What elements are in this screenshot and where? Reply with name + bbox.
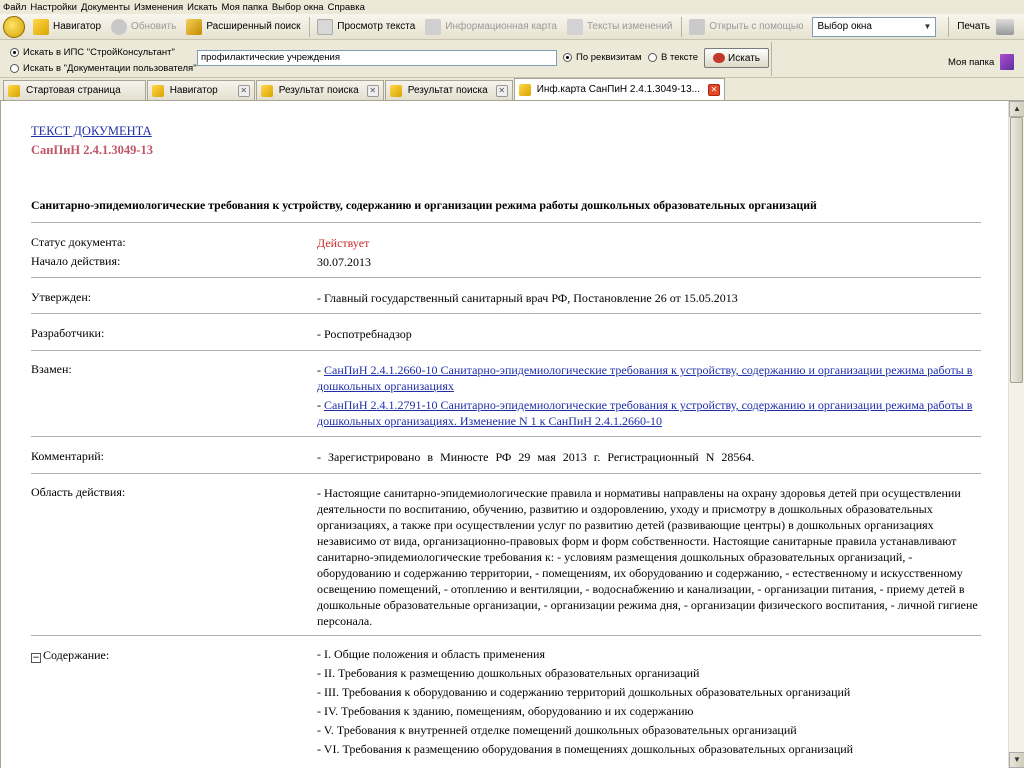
open-with-button[interactable]	[684, 16, 808, 38]
search-user-docs-option[interactable]	[10, 63, 197, 74]
close-icon[interactable]: ✕	[496, 85, 508, 97]
document-pane	[0, 101, 1024, 768]
info-card-icon	[425, 19, 441, 35]
navigator-icon	[152, 85, 164, 97]
my-folder-button[interactable]	[948, 54, 1018, 70]
scroll-down-icon[interactable]: ▼	[1009, 752, 1024, 768]
chevron-down-icon[interactable]: ▼	[923, 22, 932, 31]
print-label: Печать	[957, 21, 990, 32]
printer-icon	[996, 19, 1014, 35]
toc-item[interactable]: - V. Требования к внутренней отделке помещений дошкольных образовательных организаций	[317, 723, 797, 737]
toc-item[interactable]: - III. Требования к оборудованию и содержанию территорий дошкольных образовательных организаций	[317, 685, 851, 699]
start-page-icon	[8, 85, 20, 97]
close-icon[interactable]: ✕	[708, 84, 720, 96]
close-icon[interactable]: ✕	[238, 85, 250, 97]
open-with-label: Открыть с помощью	[709, 21, 804, 32]
info-card-label: Информационная карта	[445, 21, 557, 32]
toc-header	[31, 648, 109, 663]
document-icon	[317, 19, 333, 35]
advanced-search-icon	[186, 19, 202, 35]
replaces-item-2: - СанПиН 2.4.1.2791-10 Санитарно-эпидемиологические требования к устройству, содержанию и организации режима работы в дошкольных организациях. Изменение N 1 к СанПиН 2.4.1.2660-10	[317, 398, 973, 428]
view-text-button[interactable]	[312, 16, 420, 38]
window-select-dropdown[interactable]	[812, 17, 936, 37]
divider	[31, 277, 981, 278]
folder-icon	[1000, 54, 1014, 70]
flag-icon	[390, 85, 402, 97]
toolbar-separator	[309, 17, 310, 37]
scrollbar-thumb[interactable]	[1010, 117, 1023, 383]
toc-list	[317, 645, 981, 759]
replaces-label: Взамен:	[31, 362, 72, 376]
open-with-icon	[689, 19, 705, 35]
radio-in-text[interactable]	[648, 53, 657, 62]
advanced-search-label: Расширенный поиск	[206, 21, 301, 32]
menu-my-folder[interactable]: Моя папка	[221, 1, 268, 13]
tab-label: Стартовая страница	[26, 85, 121, 96]
search-ips-label: Искать в ИПС "СтройКонсультант"	[23, 47, 175, 58]
document-content	[1, 101, 1009, 768]
tab-label: Результат поиска	[278, 85, 359, 96]
advanced-search-button[interactable]	[181, 16, 305, 38]
toolbar-separator	[948, 17, 949, 37]
menu-file[interactable]: Файл	[3, 1, 27, 13]
comment-label: Комментарий:	[31, 449, 105, 463]
comment-value: - Зарегистрировано в Минюсте РФ 29 мая 2013 г. Регистрационный N 28564.	[317, 450, 755, 464]
document-code: СанПиН 2.4.1.3049-13	[31, 143, 154, 157]
search-in-text-label: В тексте	[661, 52, 699, 63]
change-texts-button[interactable]	[562, 16, 678, 38]
refresh-icon	[111, 19, 127, 35]
view-text-label: Просмотр текста	[337, 21, 416, 32]
divider	[31, 436, 981, 437]
tab-label: Инф.карта СанПиН 2.4.1.3049-13...	[536, 84, 700, 95]
menu-documents[interactable]: Документы	[80, 1, 130, 13]
toc-item[interactable]: - II. Требования к размещению дошкольных образовательных организаций	[317, 666, 700, 680]
menu-changes[interactable]: Изменения	[133, 1, 184, 13]
tab-navigator[interactable]	[147, 80, 255, 100]
scope-value: - Настоящие санитарно-эпидемиологические правила и нормативы направлены на охрану здоровья детей при осуществлении деятельности по воспитанию, обучению, развитию и оздоровлению, уходу и присмотру в дошкольных образовательных организациях, а также при осуществлении услуг по развитию детей (развивающие центры) в дошкольных организациях независимо от вида, организационно-правовых форм и форм собственности. Настоящие санитарные правила устанавливают санитарно-эпидемиологические требования к: - условиям размещения дошкольных образовательных организаций, - оборудованию и содержанию территории, - помещениям, их оборудованию и содержанию, - естественному и искусственному освещению помещений, - отоплению и вентиляции, - водоснабжению и канализации, - организации питания, - приему детей в дошкольные образовательные организации, - организации режима дня, - организации физического воспитания, - личной гигиене персонала.	[317, 486, 978, 628]
change-texts-icon	[567, 19, 583, 35]
window-select-value: Выбор окна	[817, 21, 872, 32]
search-by-requisites-option[interactable]	[563, 52, 642, 63]
menu-settings[interactable]: Настройки	[30, 1, 77, 13]
toc-item[interactable]: - VI. Требования к размещению оборудования в помещениях дошкольных образовательных организаций	[317, 742, 854, 756]
radio-user-docs[interactable]	[10, 64, 19, 73]
menu-bar	[0, 0, 1024, 14]
search-by-requisites-label: По реквизитам	[576, 52, 642, 63]
search-bar	[0, 40, 1024, 78]
scroll-up-icon[interactable]: ▲	[1009, 101, 1024, 117]
info-card-button[interactable]	[420, 16, 562, 38]
tab-info-card[interactable]	[514, 78, 725, 100]
find-label: Искать	[728, 52, 760, 64]
flag-icon	[519, 84, 531, 96]
search-ips-option[interactable]	[10, 47, 175, 58]
tab-search-result-1[interactable]	[256, 80, 384, 100]
divider	[31, 350, 981, 351]
navigator-label: Навигатор	[53, 21, 102, 32]
navigator-icon	[33, 19, 49, 35]
vertical-scrollbar[interactable]	[1008, 101, 1024, 768]
change-texts-label: Тексты изменений	[586, 21, 673, 32]
toolbar-separator	[681, 17, 682, 37]
app-logo-icon[interactable]	[3, 16, 25, 38]
print-button[interactable]	[952, 16, 1024, 38]
collapse-icon[interactable]: −	[32, 653, 40, 663]
document-text-link[interactable]: ТЕКСТ ДОКУМЕНТА	[31, 124, 152, 138]
tab-label: Результат поиска	[407, 85, 488, 96]
radio-ips[interactable]	[10, 48, 19, 57]
close-icon[interactable]: ✕	[367, 85, 379, 97]
my-folder-label: Моя папка	[948, 56, 995, 68]
divider	[31, 473, 981, 474]
replaces-link-2[interactable]: СанПиН 2.4.1.2791-10 Санитарно-эпидемиологические требования к устройству, содержанию и организации режима работы в дошкольных организациях. Изменение N 1 к СанПиН 2.4.1.2660-10	[317, 398, 973, 428]
document-title: Санитарно-эпидемиологические требования к устройству, содержанию и организации режима работы дошкольных образовательных организаций	[31, 198, 817, 212]
menu-help[interactable]: Справка	[327, 1, 365, 13]
developers-value: - Роспотребнадзор	[317, 327, 412, 341]
toc-item[interactable]: - IV. Требования к зданию, помещениям, оборудованию и их содержанию	[317, 704, 694, 718]
menu-window-select[interactable]: Выбор окна	[271, 1, 324, 13]
search-separator	[771, 42, 772, 76]
developers-label: Разработчики:	[31, 326, 105, 340]
approved-value: - Главный государственный санитарный врач РФ, Постановление 26 от 15.05.2013	[317, 291, 738, 305]
refresh-label: Обновить	[131, 21, 177, 32]
toolbar	[0, 14, 1024, 40]
toc-label: Содержание:	[43, 648, 110, 662]
binoculars-icon	[713, 53, 725, 63]
tab-strip	[0, 79, 1024, 101]
divider	[31, 635, 981, 636]
approved-label: Утвержден:	[31, 290, 92, 304]
tab-label: Навигатор	[169, 85, 218, 96]
start-value: 30.07.2013	[317, 255, 371, 269]
radio-requisites[interactable]	[563, 53, 572, 62]
flag-icon	[261, 85, 273, 97]
divider	[31, 222, 981, 223]
scope-label: Область действия:	[31, 485, 126, 499]
tab-start-page[interactable]	[3, 80, 146, 100]
toc-item[interactable]: - I. Общие положения и область применения	[317, 647, 545, 661]
tab-search-result-2[interactable]	[385, 80, 513, 100]
menu-search[interactable]: Искать	[187, 1, 218, 13]
replaces-link-1[interactable]: СанПиН 2.4.1.2660-10 Санитарно-эпидемиологические требования к устройству, содержанию и организации режима работы в дошкольных организациях	[317, 363, 973, 393]
navigator-button[interactable]	[28, 16, 106, 38]
search-in-text-option[interactable]	[648, 52, 698, 63]
refresh-button[interactable]	[106, 16, 181, 38]
start-label: Начало действия:	[31, 254, 121, 268]
find-button[interactable]	[704, 48, 769, 68]
replaces-item-1: - СанПиН 2.4.1.2660-10 Санитарно-эпидемиологические требования к устройству, содержанию и организации режима работы в дошкольных организациях	[317, 363, 973, 393]
status-label: Статус документа:	[31, 235, 126, 249]
status-value: Действует	[317, 236, 370, 250]
search-user-docs-label: Искать в "Документации пользователя"	[23, 63, 197, 74]
divider	[31, 313, 981, 314]
search-input[interactable]: профилактические учреждения	[197, 50, 557, 66]
